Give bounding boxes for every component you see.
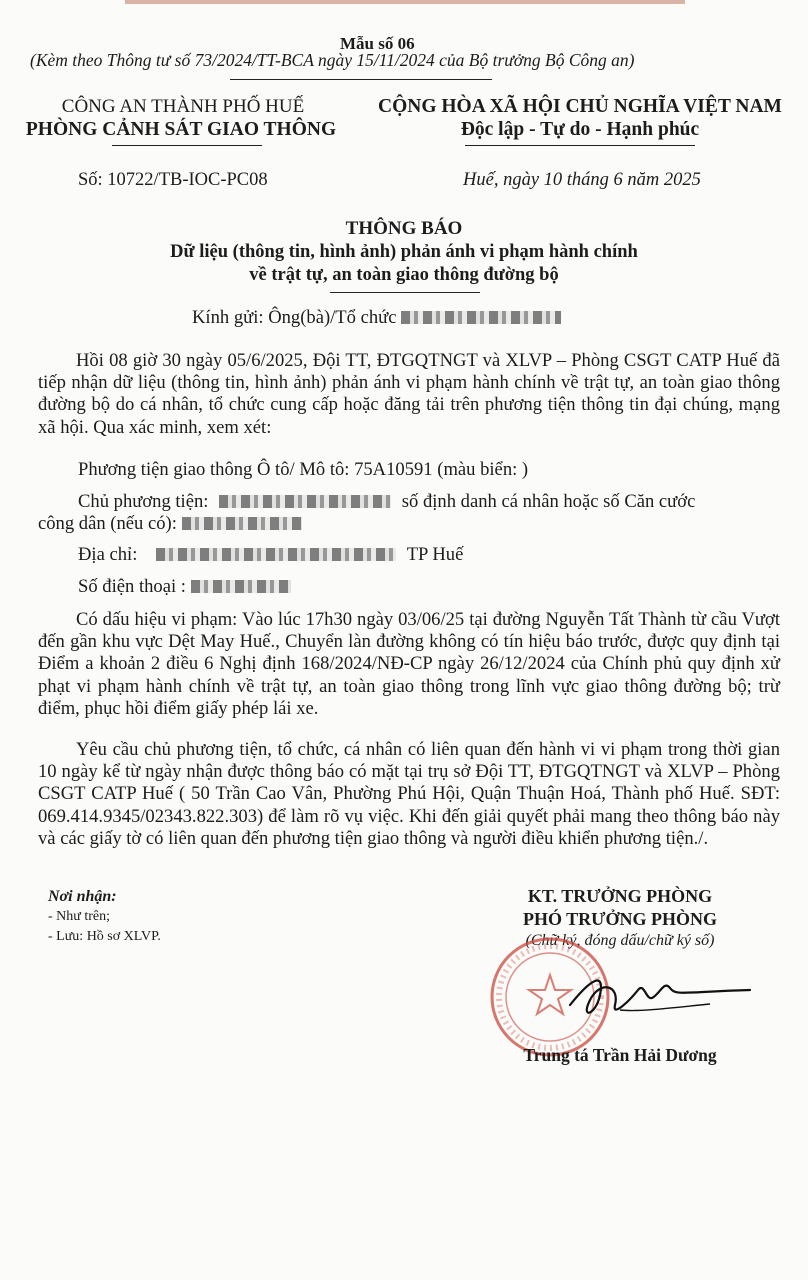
agency-name: PHÒNG CẢNH SÁT GIAO THÔNG xyxy=(25,119,337,140)
signature-note: (Chữ ký, đóng dấu/chữ ký số) xyxy=(525,932,715,949)
recipient-line xyxy=(192,307,561,329)
vehicle-line: Phương tiện giao thông Ô tô/ Mô tô: 75A10591 (màu biển: ) xyxy=(78,459,529,480)
recipients-heading: Nơi nhận: xyxy=(48,888,117,905)
recipients-item: - Lưu: Hồ sơ XLVP. xyxy=(48,929,161,944)
national-title: CỘNG HÒA XÃ HỘI CHỦ NGHĨA VIỆT NAM xyxy=(378,96,782,117)
address-city: TP Huế xyxy=(406,544,464,565)
recipients-item: - Như trên; xyxy=(48,909,111,924)
owner-id-redaction xyxy=(182,517,302,530)
recipient-redaction xyxy=(401,311,561,324)
recipient-label: Kính gửi: Ông(bà)/Tổ chức xyxy=(192,307,397,328)
agency-parent: CÔNG AN THÀNH PHỐ HUẾ xyxy=(61,96,305,117)
signature-line-1: KT. TRƯỞNG PHÒNG xyxy=(527,886,713,906)
owner-id-cont: công dân (nếu có): xyxy=(38,513,177,534)
form-reference: (Kèm theo Thông tư số 73/2024/TT-BCA ngày 15/11/2024 của Bộ trưởng Bộ Công an) xyxy=(30,50,635,70)
address-label: Địa chỉ: xyxy=(78,544,138,565)
owner-id-text: số định danh cá nhân hoặc số Căn cước xyxy=(401,491,696,512)
agency-underline xyxy=(112,145,262,146)
form-number: Mẫu số 06 xyxy=(340,34,415,53)
owner-line xyxy=(78,491,695,513)
owner-name-redaction xyxy=(219,495,391,508)
handwritten-signature xyxy=(560,960,760,1030)
phone-redaction xyxy=(191,580,291,593)
signer-name: Trung tá Trần Hải Dương xyxy=(523,1045,717,1065)
signature-line-2: PHÓ TRƯỞNG PHÒNG xyxy=(522,909,717,929)
reference-underline xyxy=(230,79,492,80)
phone-line xyxy=(78,576,291,598)
notice-subtitle-2: về trật tự, an toàn giao thông đường bộ xyxy=(249,265,559,285)
intro-paragraph: Hồi 08 giờ 30 ngày 05/6/2025, Đội TT, ĐTGQTNGT và XLVP – Phòng CSGT CATP Huế đã tiếp nhận dữ liệu (thông tin, hình ảnh) phản ánh vi phạm hành chính về trật tự, an toàn giao thông đường bộ do cá nhân, tổ chức cung cấp hoặc đăng tải trên phương tiện thông tin đại chúng, mạng xã hội. Qua xác minh, xem xét: xyxy=(38,350,780,438)
phone-label: Số điện thoại : xyxy=(78,576,186,597)
owner-id-line xyxy=(38,513,302,535)
owner-label: Chủ phương tiện: xyxy=(78,491,209,512)
scan-edge-strip xyxy=(125,0,685,4)
document-number: Số: 10722/TB-IOC-PC08 xyxy=(78,170,268,190)
place-date: Huế, ngày 10 tháng 6 năm 2025 xyxy=(463,170,701,190)
address-line xyxy=(78,544,463,566)
title-underline xyxy=(330,292,480,293)
notice-title: THÔNG BÁO xyxy=(345,218,463,239)
motto-underline xyxy=(465,145,695,146)
notice-subtitle-1: Dữ liệu (thông tin, hình ảnh) phản ánh vi phạm hành chính xyxy=(170,242,638,262)
national-motto: Độc lập - Tự do - Hạnh phúc xyxy=(460,119,700,140)
request-paragraph: Yêu cầu chủ phương tiện, tổ chức, cá nhân có liên quan đến hành vi vi phạm trong thời gian 10 ngày kể từ ngày nhận được thông báo có mặt tại trụ sở Đội TT, ĐTGQTNGT và XLVP – Phòng CSGT CATP Huế ( 50 Trần Cao Vân, Phường Phú Hội, Quận Thuận Hoá, Thành phố Huế. SĐT: 069.414.9345/02343.822.303) để làm rõ vụ việc. Khi đến giải quyết phải mang theo thông báo này và các giấy tờ có liên quan đến phương tiện giao thông và người điều khiển phương tiện./. xyxy=(38,739,780,849)
violation-paragraph: Có dấu hiệu vi phạm: Vào lúc 17h30 ngày 03/06/25 tại đường Nguyễn Tất Thành từ cầu Vượt đến gần khu vực Dệt May Huế., Chuyển làn đường không có tín hiệu báo trước, được quy định tại Điểm a khoản 2 điều 6 Nghị định 168/2024/NĐ-CP ngày 26/12/2024 của Chính phủ quy định xử phạt vi phạm hành chính về trật tự, an toàn giao thông trong lĩnh vực giao thông đường bộ; trừ điểm, phục hồi điểm giấy phép lái xe. xyxy=(38,609,780,719)
address-redaction xyxy=(156,548,396,561)
